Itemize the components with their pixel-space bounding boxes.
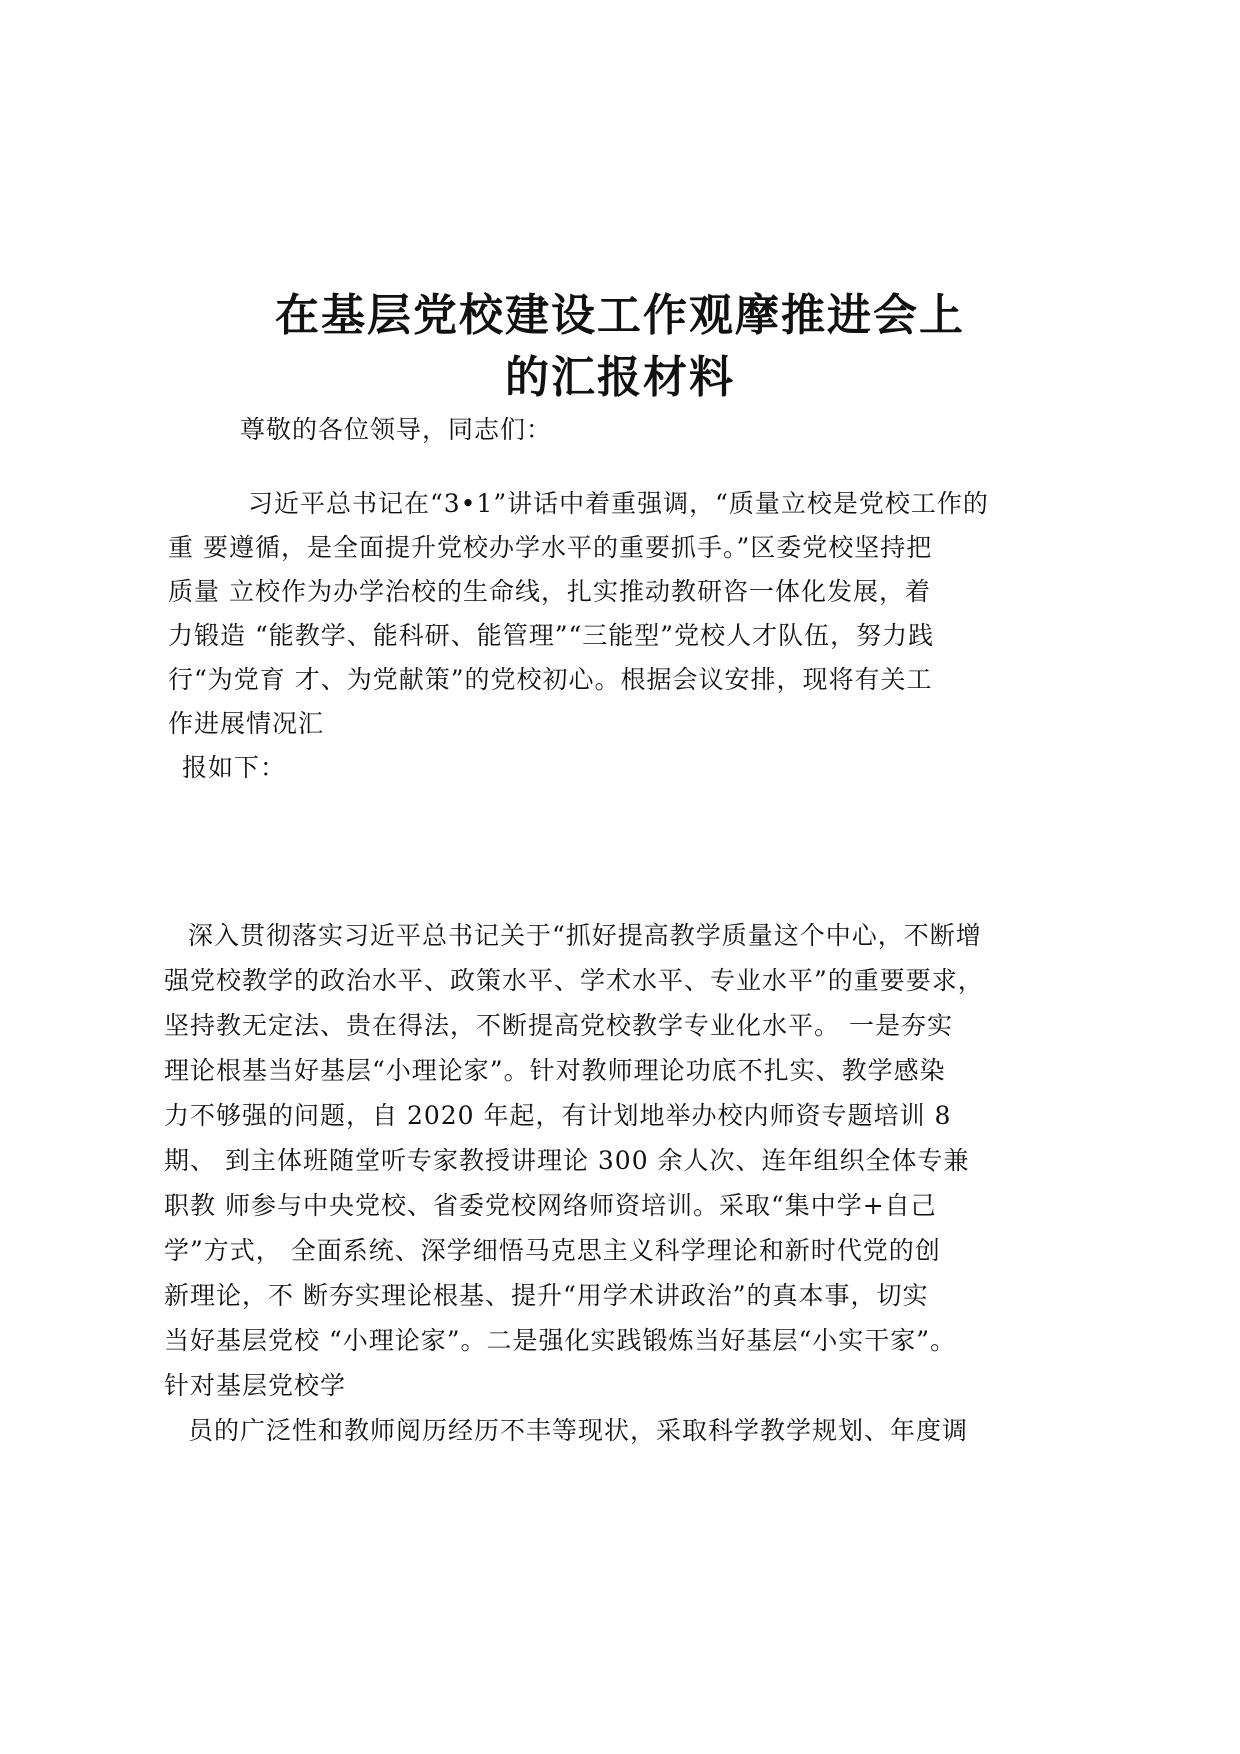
paragraph-2-line: 深入贯彻落实习近平总书记关于“抓好提高教学质量这个中心，不断增	[188, 921, 982, 950]
paragraph-2-line: 力不够强的问题，自 2020 年起，有计划地举办校内师资专题培训 8	[164, 1101, 952, 1130]
salutation: 尊敬的各位领导，同志们：	[240, 415, 553, 444]
paragraph-2-line: 理论根基当好基层“小理论家”。针对教师理论功底不扎实、教学感染	[164, 1056, 946, 1085]
paragraph-2-line: 针对基层党校学	[164, 1371, 347, 1400]
document-title-line-2: 的汇报材料	[505, 352, 735, 403]
paragraph-1-line: 作进展情况汇	[168, 709, 325, 738]
paragraph-1-line: 行“为党育 才、为党献策”的党校初心。根据会议安排，现将有关工	[168, 665, 933, 694]
paragraph-2-line: 期、 到主体班随堂听专家教授讲理论 300 余人次、连年组织全体专兼	[164, 1146, 970, 1175]
paragraph-2-line: 员的广泛性和教师阅历经历不丰等现状，采取科学教学规划、年度调	[188, 1416, 969, 1445]
paragraph-2-line: 职教 师参与中央党校、省委党校网络师资培训。采取“集中学+自己	[164, 1191, 937, 1220]
document-title-line-1: 在基层党校建设工作观摩推进会上	[275, 290, 965, 341]
paragraph-1-line: 重 要遵循，是全面提升党校办学水平的重要抓手。”区委党校坚持把	[168, 533, 933, 562]
paragraph-2-line: 学”方式， 全面系统、深学细悟马克思主义科学理论和新时代党的创	[164, 1236, 941, 1265]
paragraph-1-line: 习近平总书记在“3•1”讲话中着重强调，“质量立校是党校工作的	[248, 489, 989, 518]
paragraph-1-line: 报如下：	[182, 753, 287, 782]
paragraph-1-line: 力锻造 “能教学、能科研、能管理”“三能型”党校人才队伍，努力践	[168, 621, 935, 650]
paragraph-2-line: 新理论，不 断夯实理论根基、提升“用学术讲政治”的真本事，切实	[164, 1281, 929, 1310]
paragraph-2-line: 当好基层党校 “小理论家”。二是强化实践锻炼当好基层“小实干家”。	[164, 1326, 957, 1355]
paragraph-2-line: 强党校教学的政治水平、政策水平、学术水平、专业水平”的重要要求，	[164, 966, 984, 995]
paragraph-2-line: 坚持教无定法、贵在得法，不断提高党校教学专业化水平。 一是夯实	[164, 1011, 953, 1040]
paragraph-1-line: 质量 立校作为办学治校的生命线，扎实推动教研咨一体化发展，着	[168, 577, 931, 606]
